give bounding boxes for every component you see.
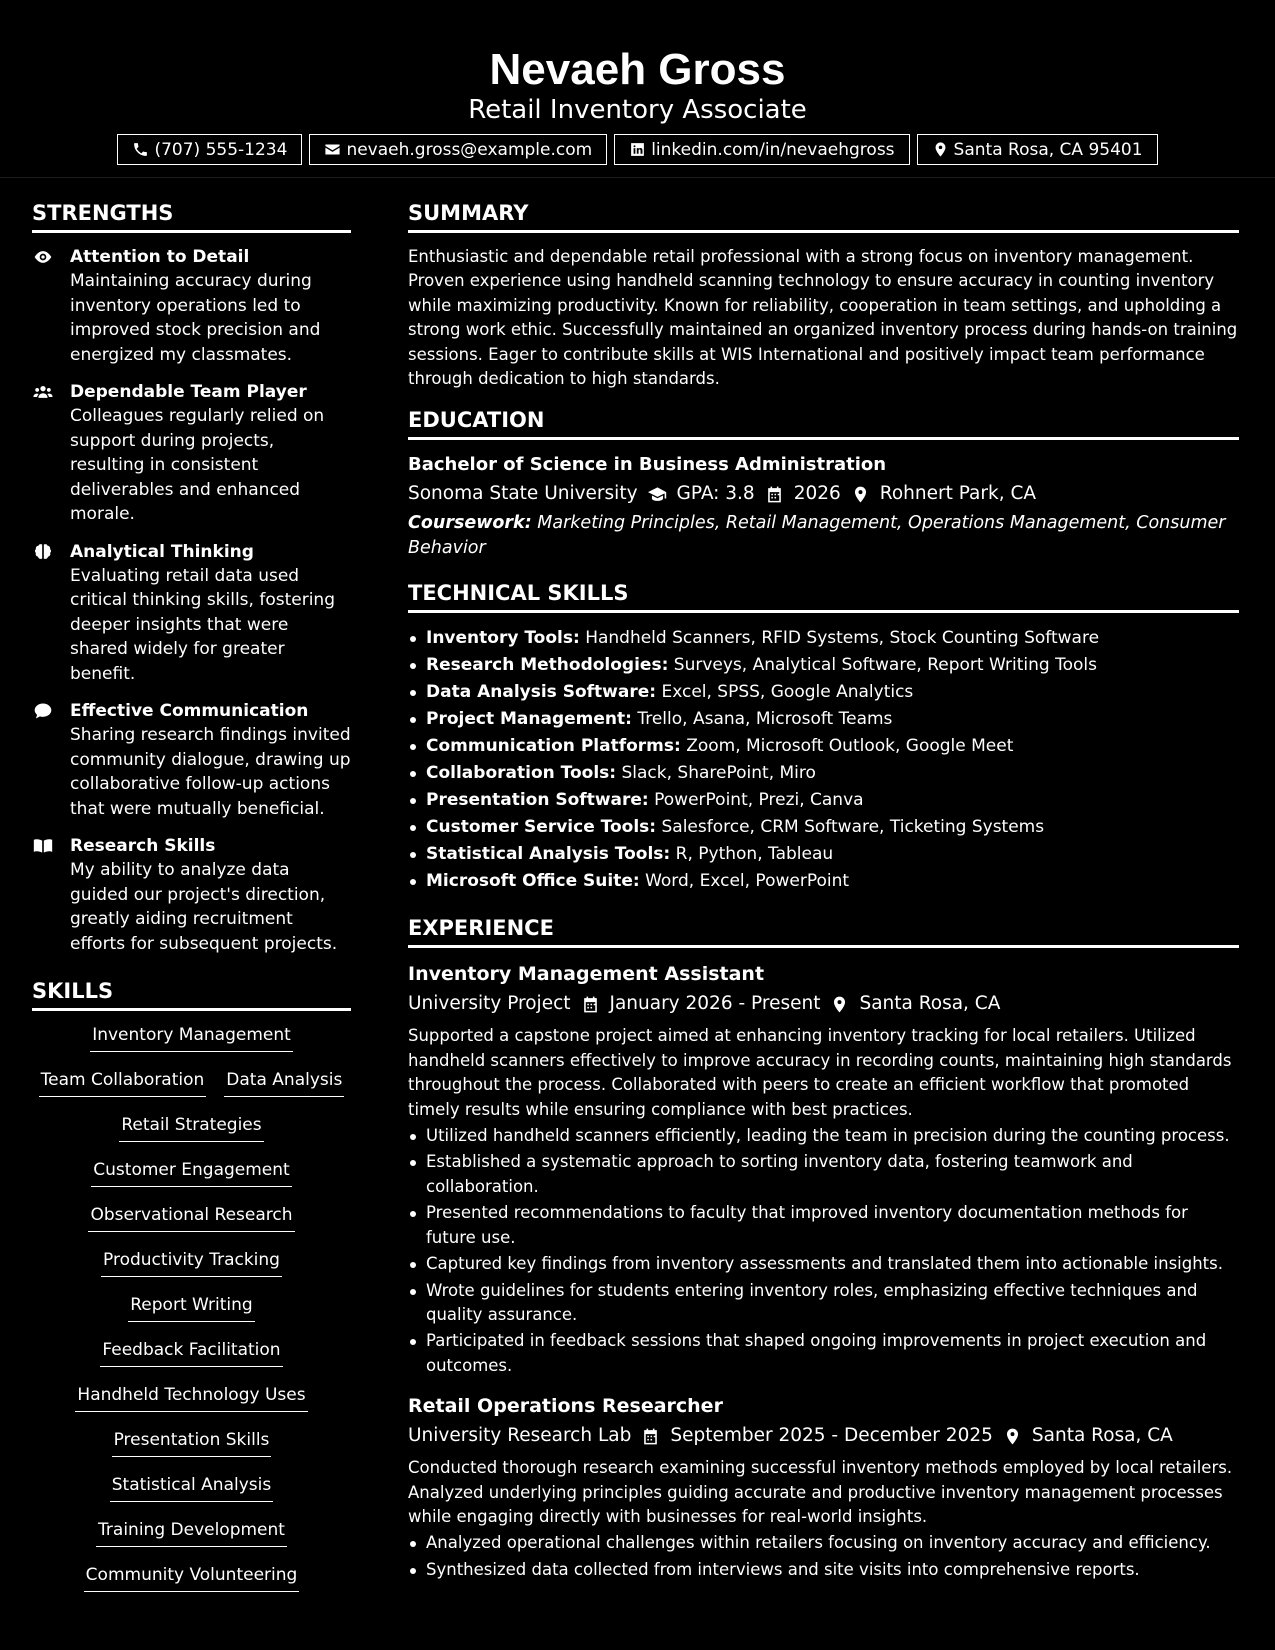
right-column (408, 198, 1239, 1596)
candidate-name: Nevaeh Gross (489, 45, 786, 94)
list-item: Customer Service Tools: Salesforce, CRM Software, Ticketing Systems (408, 814, 1239, 841)
map-marker-icon (830, 995, 849, 1014)
skills-heading: SKILLS (32, 976, 351, 1011)
skill-tag: Data Analysis (224, 1068, 344, 1097)
list-item: Established a systematic approach to sorting inventory data, fostering teamwork and collaboration. (408, 1150, 1239, 1199)
strength-item (32, 540, 351, 687)
strength-desc: Colleagues regularly relied on support during projects, resulting in consistent deliverables and enhanced morale. (70, 406, 325, 524)
strength-title: Research Skills (70, 836, 216, 856)
calendar-icon (765, 485, 784, 504)
job-description: Supported a capstone project aimed at enhancing inventory tracking for local retailers. Utilized handheld scanners effectively to improve accuracy in recording counts, maintaining high standards throughout the process. Collaborated with peers to create an efficient workflow that promoted timely results while ensuring compliance with best practices. (408, 1026, 1232, 1119)
skill-tag: Statistical Analysis (110, 1473, 273, 1502)
map-marker-icon (1003, 1427, 1022, 1446)
job-dates: January 2026 - Present (609, 993, 821, 1015)
list-item: Analyzed operational challenges within retailers focusing on inventory accuracy and efficiency. (408, 1531, 1239, 1555)
list-item: Utilized handheld scanners efficiently, leading the team in precision during the counting process. (408, 1124, 1239, 1148)
job-location: Santa Rosa, CA (859, 993, 1001, 1015)
skill-tag: Community Volunteering (84, 1563, 300, 1592)
strength-title: Attention to Detail (70, 247, 250, 267)
education-meta (408, 478, 1239, 510)
contact-email[interactable] (309, 134, 607, 165)
list-item: Participated in feedback sessions that shaped ongoing improvements in project execution and outcomes. (408, 1329, 1239, 1378)
strength-item (32, 834, 351, 956)
list-item: Presentation Software: PowerPoint, Prezi, Canva (408, 787, 1239, 814)
left-column (32, 198, 351, 1608)
email-text: nevaeh.gross@example.com (346, 139, 593, 160)
strength-desc: Sharing research findings invited community dialogue, drawing up collaborative follow-up actions that were mutually beneficial. (70, 725, 351, 819)
skill-tag: Productivity Tracking (101, 1248, 282, 1277)
list-item: Microsoft Office Suite: Word, Excel, PowerPoint (408, 868, 1239, 895)
phone-icon (132, 141, 149, 158)
skill-tag: Handheld Technology Uses (75, 1383, 307, 1412)
eye-icon (32, 247, 54, 267)
skill-tag: Retail Strategies (119, 1113, 263, 1142)
skill-tag: Feedback Facilitation (100, 1338, 282, 1367)
coursework (408, 511, 1239, 560)
job-org: University Research Lab (408, 1425, 632, 1447)
graduation-year: 2026 (793, 483, 841, 505)
strength-desc: My ability to analyze data guided our project's direction, greatly aiding recruitment efforts for subsequent projects. (70, 860, 338, 954)
linkedin-icon (629, 141, 646, 158)
strength-item (32, 699, 351, 821)
experience-entry (408, 960, 1239, 1378)
gpa: GPA: 3.8 (676, 483, 755, 505)
book-open-icon (32, 836, 54, 856)
degree-title: Bachelor of Science in Business Administration (408, 454, 887, 476)
skill-tag: Report Writing (128, 1293, 254, 1322)
location-text: Santa Rosa, CA 95401 (953, 139, 1143, 160)
linkedin-text: linkedin.com/in/nevaehgross (651, 139, 895, 160)
strength-desc: Maintaining accuracy during inventory operations led to improved stock precision and energized my classmates. (70, 271, 321, 365)
strength-title: Effective Communication (70, 701, 309, 721)
coursework-label: Coursework: (408, 513, 532, 534)
skills-section (32, 976, 351, 1608)
brain-icon (32, 542, 54, 562)
list-item: Research Methodologies: Surveys, Analytical Software, Report Writing Tools (408, 652, 1239, 679)
job-location: Santa Rosa, CA (1031, 1425, 1173, 1447)
list-item: Data Analysis Software: Excel, SPSS, Google Analytics (408, 679, 1239, 706)
resume-header (0, 0, 1275, 178)
list-item: Wrote guidelines for students entering inventory roles, emphasizing effective techniques and quality assurance. (408, 1279, 1239, 1328)
summary-heading: SUMMARY (408, 198, 1239, 233)
list-item: Communication Platforms: Zoom, Microsoft Outlook, Google Meet (408, 733, 1239, 760)
experience-heading: EXPERIENCE (408, 913, 1239, 948)
list-item: Project Management: Trello, Asana, Microsoft Teams (408, 706, 1239, 733)
list-item: Inventory Tools: Handheld Scanners, RFID Systems, Stock Counting Software (408, 625, 1239, 652)
list-item: Statistical Analysis Tools: R, Python, Tableau (408, 841, 1239, 868)
calendar-icon (641, 1427, 660, 1446)
map-marker-icon (851, 485, 870, 504)
skill-tag: Team Collaboration (39, 1068, 207, 1097)
strength-title: Analytical Thinking (70, 541, 254, 562)
job-meta (408, 988, 1239, 1020)
skill-tag: Presentation Skills (112, 1428, 272, 1457)
graduation-cap-icon (648, 485, 667, 504)
school-location: Rohnert Park, CA (879, 483, 1037, 505)
skill-tag: Training Development (96, 1518, 287, 1547)
strength-title: Dependable Team Player (70, 382, 307, 402)
contact-phone[interactable] (117, 134, 302, 165)
users-icon (32, 382, 54, 402)
contact-bar (0, 134, 1275, 165)
job-meta (408, 1420, 1239, 1452)
skill-tag: Observational Research (88, 1203, 294, 1232)
strength-desc: Evaluating retail data used critical thinking skills, fostering deeper insights that were shared widely for greater benefit. (70, 565, 335, 684)
job-org: University Project (408, 993, 571, 1015)
job-bullets (408, 1531, 1239, 1582)
list-item: Synthesized data collected from interviews and site visits into comprehensive reports. (408, 1558, 1239, 1582)
job-dates: September 2025 - December 2025 (670, 1425, 993, 1447)
job-bullets (408, 1124, 1239, 1378)
phone-text: (707) 555-1234 (154, 139, 288, 160)
skills-list (32, 1023, 351, 1608)
strength-item (32, 380, 351, 527)
comment-icon (32, 701, 54, 721)
calendar-icon (581, 995, 600, 1014)
school-name: Sonoma State University (408, 483, 638, 505)
list-item: Collaboration Tools: Slack, SharePoint, Miro (408, 760, 1239, 787)
contact-location (917, 134, 1158, 165)
job-description: Conducted thorough research examining successful inventory methods employed by local retailers. Analyzed underlying principles guiding accurate and productive inventory management processes while engaging directly with businesses for real-world insights. (408, 1458, 1233, 1526)
envelope-icon (324, 141, 341, 158)
candidate-role: Retail Inventory Associate (468, 95, 807, 125)
list-item: Presented recommendations to faculty that improved inventory documentation methods for future use. (408, 1201, 1239, 1250)
contact-linkedin[interactable] (614, 134, 909, 165)
technical-skills-list (408, 625, 1239, 895)
map-marker-icon (932, 141, 949, 158)
strengths-heading: STRENGTHS (32, 198, 351, 233)
technical-skills-heading: TECHNICAL SKILLS (408, 578, 1239, 613)
skill-tag: Inventory Management (90, 1023, 293, 1052)
skill-tag: Customer Engagement (91, 1158, 291, 1187)
coursework-list: Marketing Principles, Retail Management, Operations Management, Consumer Behavior (408, 513, 1226, 558)
experience-entry (408, 1392, 1239, 1582)
job-title: Retail Operations Researcher (408, 1395, 723, 1418)
strength-item (32, 245, 351, 367)
job-title: Inventory Management Assistant (408, 963, 765, 986)
education-heading: EDUCATION (408, 405, 1239, 440)
list-item: Captured key findings from inventory assessments and translated them into actionable insights. (408, 1252, 1239, 1276)
summary-text: Enthusiastic and dependable retail professional with a strong focus on inventory management. Proven experience using handheld scanning technology to ensure accuracy in counting inventory while maximizing productivity. Known for reliability, cooperation in team settings, and upholding a strong work ethic. Successfully maintained an organized inventory process during hands-on training sessions. Eager to contribute skills at WIS International and positively impact team performance through dedication to high standards. (408, 247, 1238, 389)
